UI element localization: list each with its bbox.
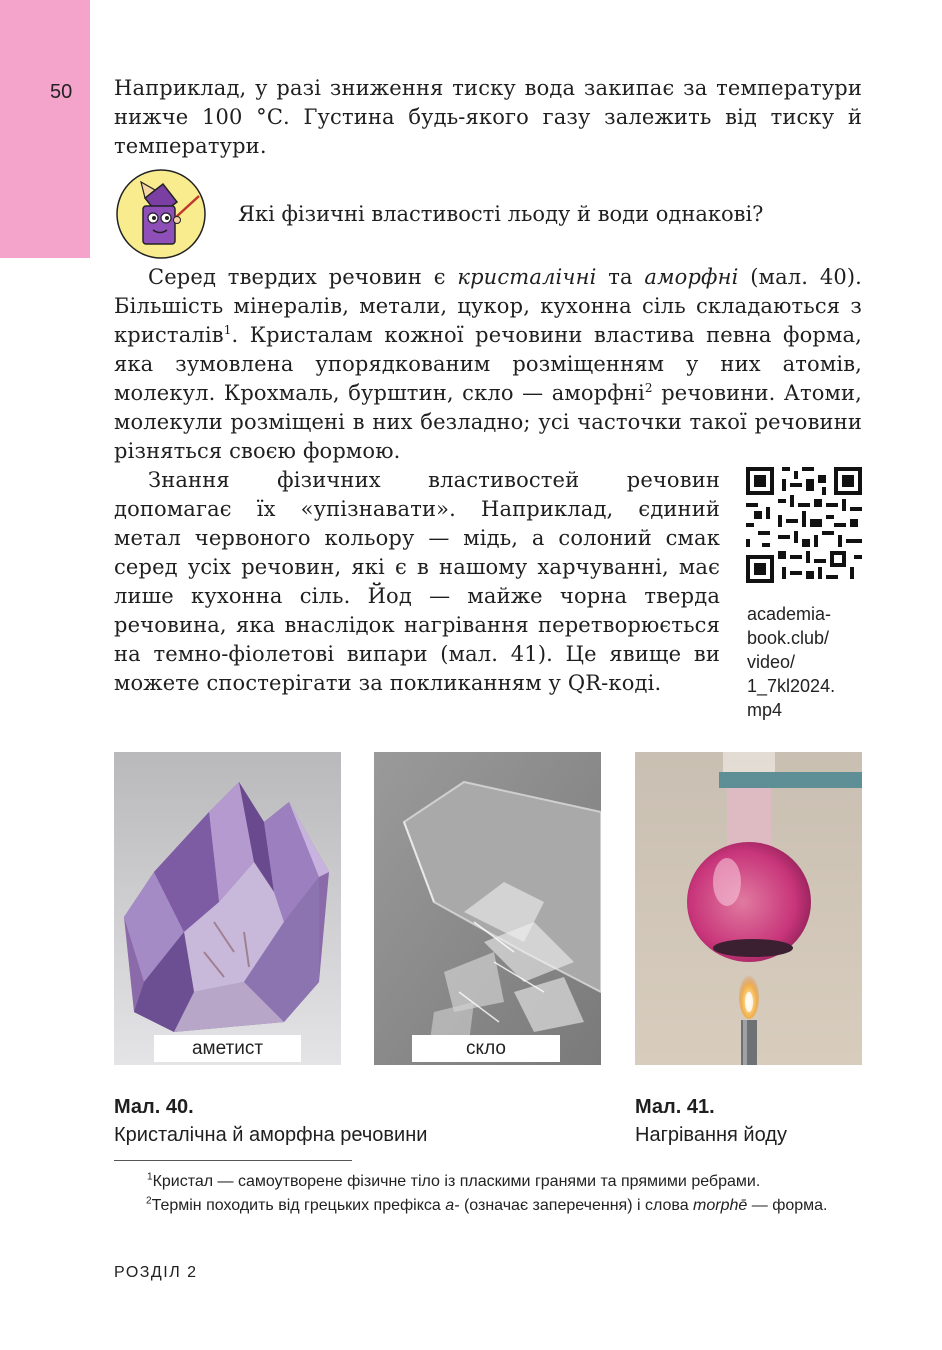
footnote-1: $^1$Кристал — самоутворене фізичне тіло із пласкими гранями та прямими ребрами. [147, 1171, 761, 1190]
figure-41-caption: Мал. 41. Нагрівання йоду [635, 1093, 787, 1149]
figure-40-caption: Мал. 40. Кристалічна й аморфна речовини [114, 1093, 427, 1149]
qr-code[interactable] [746, 467, 862, 583]
footnote-ref-1: 1 [223, 323, 232, 337]
glass-photo [374, 752, 601, 1065]
qr-url[interactable]: academia- book.club/ video/ 1_7kl2024. mp4 [747, 604, 836, 720]
paragraph-properties: Знання фізичних властивостей речовин допомагає їх «упізнавати». Наприклад, єдиний метал червоного кольору — мідь, а солоний смак серед усіх речовин, які є в нашому харчуванні, має лише кухонна сіль. Йод — майже чорна тверда речовина, яка внаслідок нагрівання перетворюється на темно-фіолетові випари (мал. 41). Це явище ви можете спостерігати за покликанням у QR-коді. [114, 468, 720, 695]
pencil-mascot-icon [115, 168, 207, 260]
footnote-divider [114, 1160, 352, 1161]
intro-paragraph: Наприклад, у разі зниження тиску вода закипає за температури нижче 100 °С. Густина будь-якого газу залежить від тиску й температури. [114, 76, 862, 158]
amethyst-label: аметист [154, 1035, 301, 1062]
figure-41-title: Мал. 41. [635, 1096, 715, 1118]
question-text: Які фізичні властивості льоду й води однакові? [238, 202, 764, 226]
footnote-ref-2: 2 [644, 381, 653, 395]
amethyst-photo [114, 752, 341, 1065]
iodine-heating-photo [635, 752, 862, 1065]
figure-40-title: Мал. 40. [114, 1096, 194, 1118]
section-label: РОЗДІЛ 2 [114, 1264, 198, 1281]
paragraph-solids: Серед твердих речовин є кристалічні та аморфні (мал. 40). Більшість мінералів, метали, цукор, кухонна сіль складаються з кристалів$^1$. Кристалам кожної речовини властива певна форма, яка зумовлена упорядкованим розміщенням у них атомів, молекул. Крохмаль, бурштин, скло — аморфні$^2$ речовини. Атоми, молекули розміщені в них безладно; усі часточки такої речовини різняться своєю формою. [114, 265, 863, 463]
footnote-2: $^2$Термін походить від грецьких префікса а- (означає заперечення) і слова morphē — форма. [146, 1195, 828, 1214]
section-color-tab [0, 0, 90, 258]
page-number: 50 [50, 81, 73, 103]
glass-label: скло [412, 1035, 560, 1062]
